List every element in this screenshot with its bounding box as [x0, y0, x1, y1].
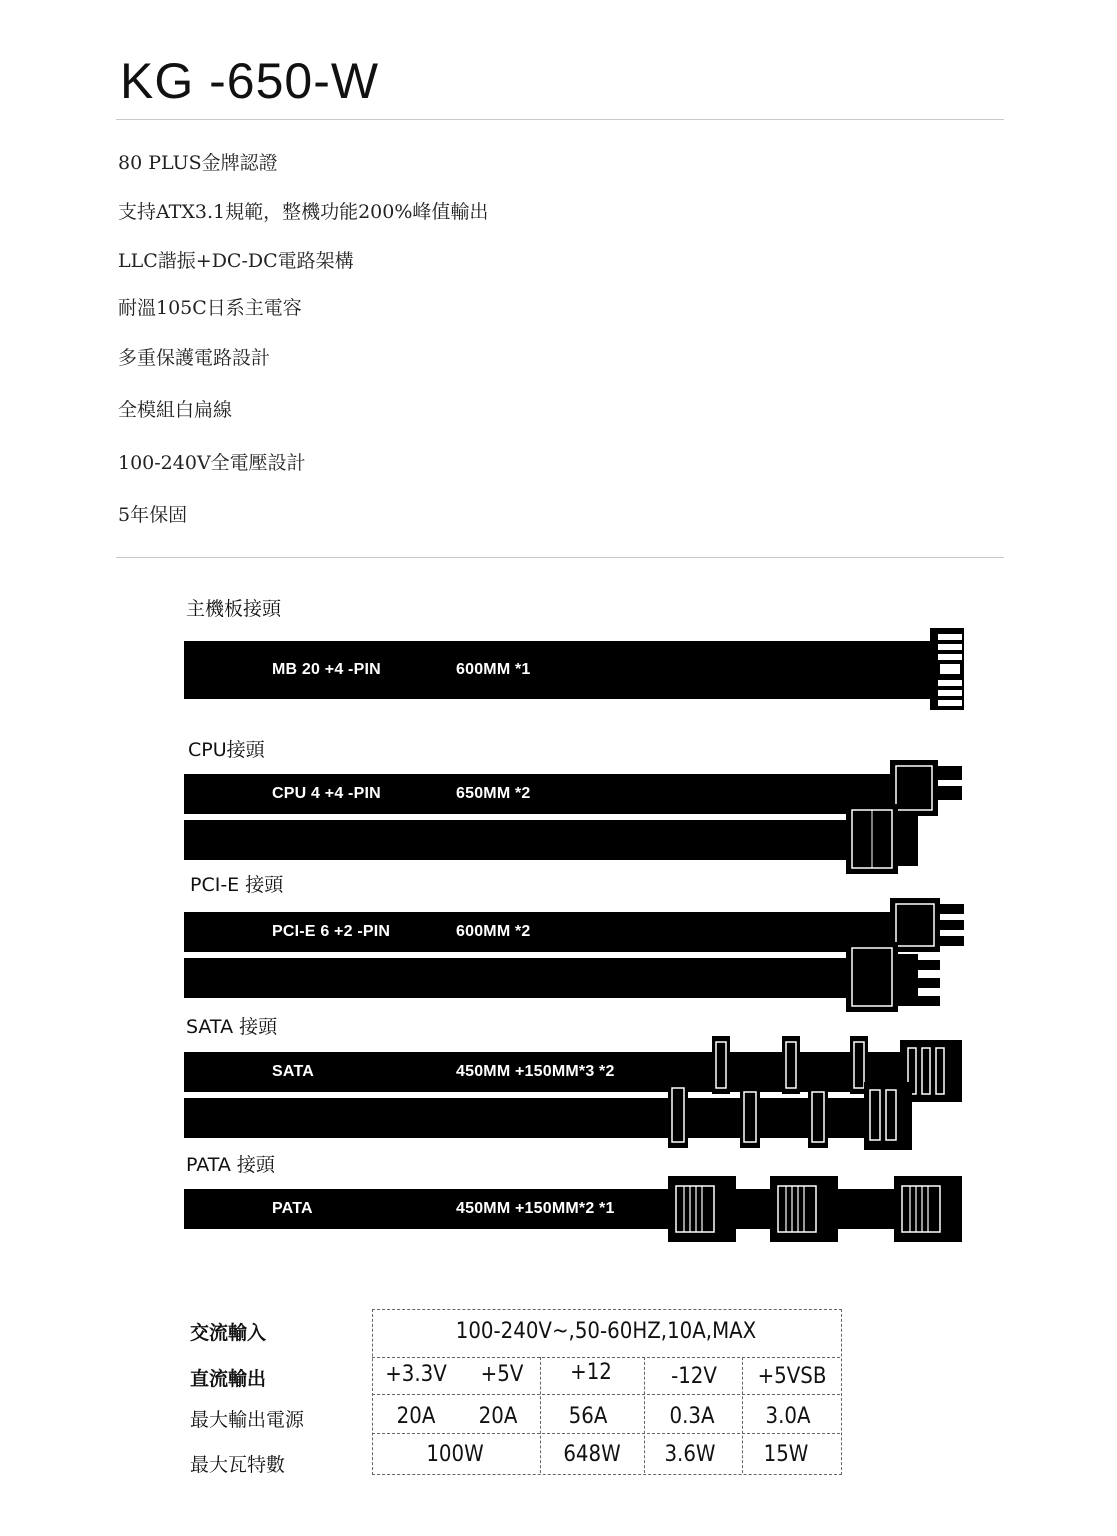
rail-5v: +5V [480, 1362, 524, 1387]
spec-col-divider-2 [644, 1357, 645, 1473]
cpu-8pin-connector-icon [846, 760, 968, 876]
mb-section-label: 主機板接頭 [186, 598, 282, 620]
spec-col-divider-3 [742, 1357, 743, 1473]
current-5v: 20A [478, 1404, 518, 1429]
sata-section-label: SATA 接頭 [186, 1016, 278, 1038]
max-watt-label: 最大瓦特數 [190, 1454, 286, 1476]
pata-cable-name: PATA [272, 1200, 313, 1217]
cpu-section-label: CPU接頭 [188, 739, 265, 761]
pata-cable-length: 450MM +150MM*2 *1 [456, 1200, 615, 1217]
pcie-8pin-connector-icon [846, 898, 968, 1014]
mb-cable-name: MB 20 +4 -PIN [272, 661, 381, 678]
sata-connectors-icon [664, 1032, 970, 1156]
dc-output-label: 直流輸出 [190, 1368, 267, 1390]
pata-connectors-icon [668, 1174, 966, 1246]
current-neg12v: 0.3A [669, 1404, 715, 1429]
ac-input-label: 交流輸入 [190, 1322, 267, 1344]
feature-modular: 全模組白扁線 [118, 399, 233, 421]
watt-12v: 648W [563, 1442, 621, 1467]
rail-3v3: +3.3V [385, 1362, 447, 1387]
rail-12v: +12 [570, 1360, 612, 1385]
rail-neg12v: -12V [671, 1364, 717, 1389]
sata-cable-length: 450MM +150MM*3 *2 [456, 1063, 615, 1080]
watt-3v3-5v: 100W [426, 1442, 484, 1467]
current-12v: 56A [568, 1404, 608, 1429]
mb-24pin-connector-icon [928, 628, 968, 712]
current-5vsb: 3.0A [765, 1404, 811, 1429]
feature-atx31: 支持ATX3.1規範，整機功能200%峰值輸出 [118, 201, 489, 223]
cpu-cable-2 [184, 820, 850, 860]
feature-80plus: 80 PLUS金牌認證 [118, 152, 278, 174]
feature-llc: LLC諧振+DC-DC電路架構 [118, 250, 354, 272]
features-divider [116, 557, 1004, 558]
product-title: KG -650-W [120, 53, 380, 109]
pcie-section-label: PCI-E 接頭 [190, 874, 284, 896]
rail-5vsb: +5VSB [757, 1364, 827, 1389]
feature-warranty: 5年保固 [118, 504, 188, 526]
title-divider [116, 119, 1004, 120]
feature-protection: 多重保護電路設計 [118, 347, 271, 369]
spec-table-row-divider-2 [372, 1433, 840, 1434]
current-3v3: 20A [396, 1404, 436, 1429]
feature-voltage: 100-240V全電壓設計 [118, 452, 306, 474]
pcie-cable-2 [184, 958, 850, 998]
max-current-label: 最大輸出電源 [190, 1409, 305, 1431]
pcie-cable-name: PCI-E 6 +2 -PIN [272, 923, 391, 940]
cpu-cable-length: 650MM *2 [456, 785, 531, 802]
pata-section-label: PATA 接頭 [186, 1154, 275, 1176]
watt-neg12v: 3.6W [664, 1442, 716, 1467]
cpu-cable-name: CPU 4 +4 -PIN [272, 785, 381, 802]
mb-cable-length: 600MM *1 [456, 661, 531, 678]
feature-capacitor: 耐溫105C日系主電容 [118, 297, 302, 319]
pcie-cable-length: 600MM *2 [456, 923, 531, 940]
sata-cable-name: SATA [272, 1063, 314, 1080]
spec-col-divider-1 [540, 1357, 541, 1473]
ac-input-value: 100-240V~,50-60HZ,10A,MAX [455, 1319, 757, 1344]
watt-5vsb: 15W [763, 1442, 809, 1467]
